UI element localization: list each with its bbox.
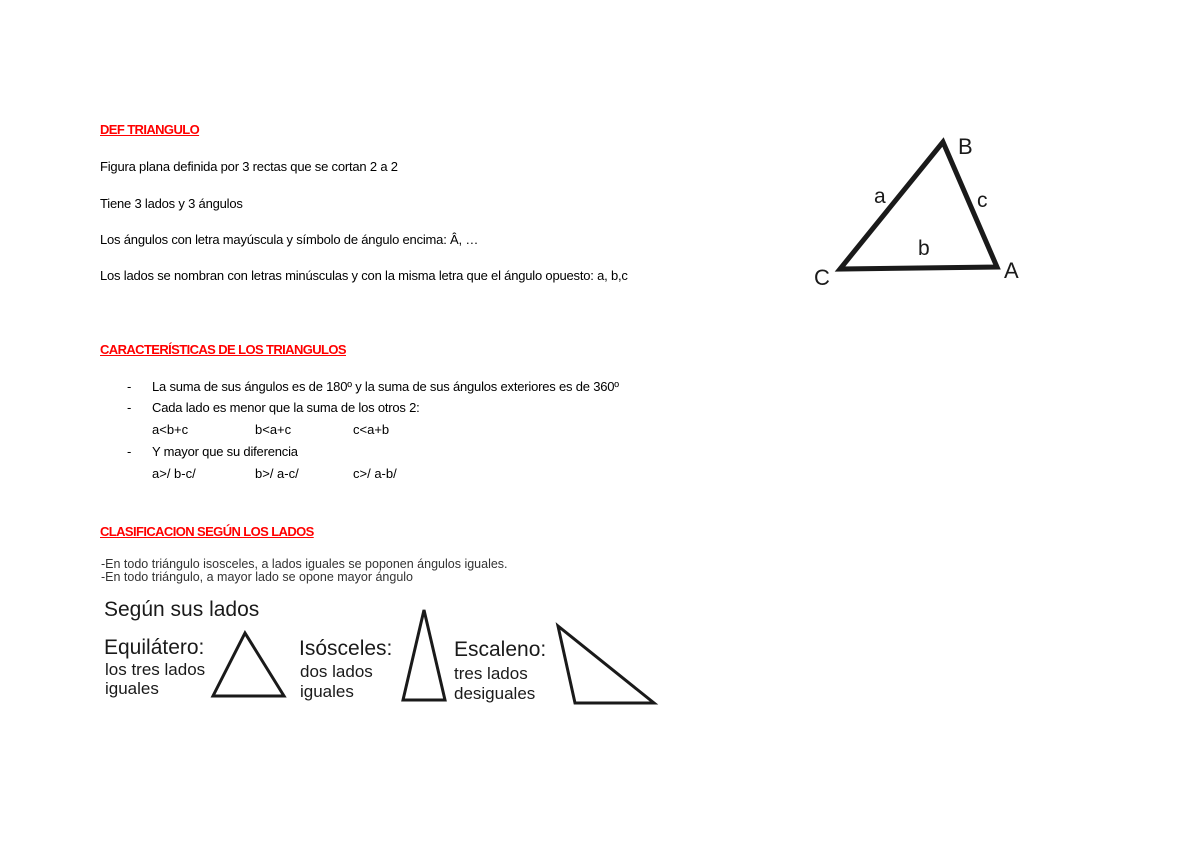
characteristic-bullet: Y mayor que su diferencia (152, 444, 298, 459)
characteristic-bullet: Cada lado es menor que la suma de los otros 2: (152, 400, 420, 415)
definition-line: Los lados se nombran con letras minúsculas y con la misma letra que el ángulo opuesto: a, b,c (100, 268, 628, 283)
inequality-sum: c<a+b (353, 422, 390, 437)
vertex-label-a: A (1004, 258, 1019, 283)
bullet-dash: - (127, 444, 132, 459)
characteristics-heading: CARACTERÍSTICAS DE LOS TRIANGULOS (100, 342, 346, 357)
inequality-sum: b<a+c (255, 422, 292, 437)
vertex-label-c: C (814, 265, 830, 290)
type-desc-scalene: tres lados (454, 664, 528, 683)
type-desc-equilateral: los tres lados (105, 660, 206, 679)
bullet-dash: - (127, 379, 132, 394)
type-name-scalene: Escaleno: (454, 638, 547, 661)
inequality-diff: a>/ b-c/ (152, 466, 196, 481)
type-name-isosceles: Isósceles: (299, 637, 393, 660)
definition-line: Figura plana definida por 3 rectas que se cortan 2 a 2 (100, 159, 398, 174)
classification-note: -En todo triángulo, a mayor lado se opone mayor ángulo (101, 570, 413, 584)
definition-line: Los ángulos con letra mayúscula y símbolo de ángulo encima: Â, … (100, 232, 479, 247)
type-desc-scalene: desiguales (454, 684, 536, 703)
side-label-b: b (918, 237, 930, 260)
definition-heading: DEF TRIANGULO (100, 122, 200, 137)
side-label-a: a (874, 185, 886, 208)
type-desc-equilateral: iguales (105, 679, 159, 698)
classification-note: -En todo triángulo isosceles, a lados iguales se poponen ángulos iguales. (101, 557, 508, 571)
definition-line: Tiene 3 lados y 3 ángulos (100, 196, 243, 211)
isosceles-triangle-icon (403, 610, 445, 700)
inequality-diff: b>/ a-c/ (255, 466, 299, 481)
characteristic-bullet: La suma de sus ángulos es de 180º y la suma de sus ángulos exteriores es de 360º (152, 379, 619, 394)
classification-heading: CLASIFICACION SEGÚN LOS LADOS (100, 524, 314, 539)
inequality-sum: a<b+c (152, 422, 189, 437)
bullet-dash: - (127, 400, 132, 415)
type-desc-isosceles: iguales (300, 682, 354, 701)
vertex-label-b: B (958, 134, 973, 159)
scalene-triangle-icon (558, 626, 654, 703)
type-name-equilateral: Equilátero: (104, 636, 205, 659)
equilateral-triangle-icon (213, 633, 284, 696)
classification-title: Según sus lados (104, 598, 260, 621)
type-desc-isosceles: dos lados (300, 662, 373, 681)
inequality-diff: c>/ a-b/ (353, 466, 397, 481)
side-label-c: c (977, 189, 988, 212)
